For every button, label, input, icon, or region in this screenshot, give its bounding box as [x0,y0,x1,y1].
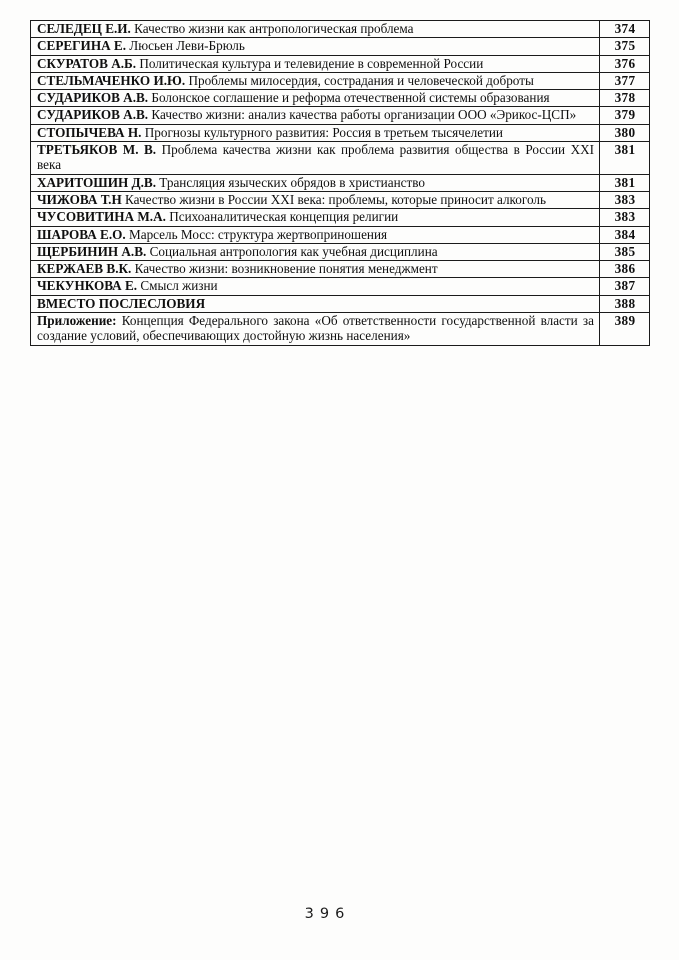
toc-title: Проблемы милосердия, сострадания и человеческой доброты [188,72,534,88]
toc-title: Качество жизни: анализ качества работы организации ООО «Эрикос-ЦСП» [151,107,577,123]
toc-title: Политическая культура и телевидение в современной России [139,55,484,71]
toc-author: СЕРЕГИНА Е. [37,38,126,54]
toc-body [31,21,650,346]
toc-row [31,107,650,124]
toc-author: ЧЕКУНКОВА Е. [37,278,138,294]
toc-row [31,209,650,226]
toc-row [31,243,650,260]
toc-row [31,226,650,243]
toc-entry [31,295,600,312]
toc-title: Люсьен Леви-Брюль [129,38,245,54]
toc-page-number: 377 [600,72,650,89]
toc-entry [31,72,600,89]
page-number: 396 [304,906,351,922]
toc-author: ВМЕСТО ПОСЛЕСЛОВИЯ [37,295,206,311]
toc-page-number: 380 [600,124,650,141]
toc-author: ЩЕРБИНИН А.В. [37,243,147,259]
toc-entry [31,243,600,260]
toc-table [30,20,650,346]
toc-page-number: 383 [600,191,650,208]
toc-page-number: 385 [600,243,650,260]
toc-row [31,124,650,141]
toc-title: Смысл жизни [140,278,218,294]
toc-row [31,295,650,312]
toc-author: КЕРЖАЕВ В.К. [37,261,132,277]
toc-entry [31,278,600,295]
toc-author: ЧИЖОВА Т.Н [37,191,122,207]
toc-row [31,21,650,38]
toc-title: Качество жизни в России XXI века: проблемы, которые приносит алкоголь [125,191,546,207]
toc-author: СУДАРИКОВ А.В. [37,90,149,106]
toc-author: СТОПЫЧЕВА Н. [37,124,142,140]
toc-page-number: 375 [600,38,650,55]
toc-entry [31,55,600,72]
toc-entry [31,174,600,191]
toc-entry [31,313,600,346]
toc-entry [31,261,600,278]
toc-title: Социальная антропология как учебная дисциплина [149,243,438,259]
toc-entry [31,124,600,141]
toc-entry [31,21,600,38]
toc-author: Приложение: [37,313,117,329]
toc-author: СУДАРИКОВ А.В. [37,107,149,123]
toc-title: Психоаналитическая концепция религии [169,209,399,225]
toc-author: ШАРОВА Е.О. [37,226,126,242]
toc-row [31,191,650,208]
toc-row [31,174,650,191]
toc-row [31,313,650,346]
toc-entry [31,38,600,55]
toc-author: ТРЕТЬЯКОВ М. В. [37,142,157,158]
toc-page-number: 387 [600,278,650,295]
toc-title: Болонское соглашение и реформа отечественной системы образования [151,90,550,106]
toc-author: СКУРАТОВ А.Б. [37,55,137,71]
toc-title: Качество жизни как антропологическая проблема [134,21,414,36]
toc-entry [31,209,600,226]
toc-row [31,38,650,55]
toc-page-number: 378 [600,90,650,107]
toc-entry [31,142,600,175]
toc-entry [31,107,600,124]
toc-title: Концепция Федерального закона «Об ответственности государственной власти за создание условий, обеспечивающих достойную жизнь населения» [37,313,594,344]
toc-entry [31,191,600,208]
toc-author: СТЕЛЬМАЧЕНКО И.Ю. [37,72,186,88]
toc-row [31,142,650,175]
toc-page-number: 376 [600,55,650,72]
toc-title: Прогнозы культурного развития: Россия в третьем тысячелетии [144,124,503,140]
toc-title: Качество жизни: возникновение понятия менеджмент [134,261,438,277]
toc-author: ЧУСОВИТИНА М.А. [37,209,166,225]
toc-page-number: 381 [600,142,650,175]
toc-row [31,261,650,278]
toc-row [31,278,650,295]
toc-entry [31,226,600,243]
toc-title: Проблема качества жизни как проблема развития общества в России XXI века [37,142,595,173]
toc-entry [31,90,600,107]
toc-page-number: 374 [600,21,650,38]
toc-page-number: 379 [600,107,650,124]
toc-page-number: 388 [600,295,650,312]
toc-page-number: 389 [600,313,650,346]
toc-author: ХАРИТОШИН Д.В. [37,174,156,190]
toc-title: Марсель Мосс: структура жертвоприношения [128,226,388,242]
toc-author: СЕЛЕДЕЦ Е.И. [37,21,131,36]
toc-page-number: 386 [600,261,650,278]
toc-row [31,72,650,89]
toc-page-number: 383 [600,209,650,226]
toc-row [31,90,650,107]
toc-page-number: 381 [600,174,650,191]
toc-row [31,55,650,72]
toc-title: Трансляция языческих обрядов в христианство [159,174,425,190]
toc-page-number: 384 [600,226,650,243]
